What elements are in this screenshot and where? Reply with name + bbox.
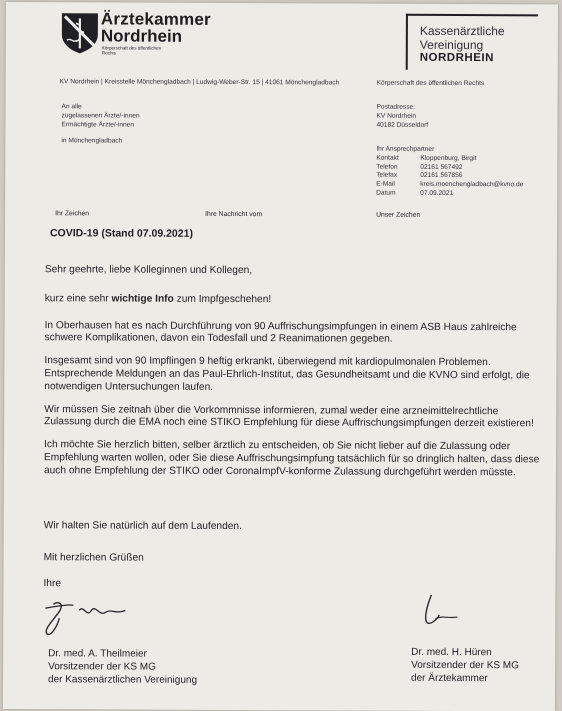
- salutation: Sehr geehrte, liebe Kolleginnen und Kollegen,: [44, 264, 253, 277]
- recipient-line: in Mönchengladbach: [61, 137, 123, 145]
- signer-name: Dr. med. H. Hüren: [411, 646, 492, 659]
- postal-line: 40182 Düsseldorf: [376, 121, 429, 129]
- intro-text: kurz eine sehr: [44, 292, 112, 305]
- sender-address-line: KV Nordrhein | Kreisstelle Mönchengladbach | Ludwig-Weber-Str. 15 | 41061 Mönchengladbach: [59, 78, 340, 87]
- legal-status-note: Körperschaft des öffentlichen Rechts: [376, 79, 485, 88]
- signature-left: [39, 596, 149, 641]
- contact-email: kreis.moenchengladbach@kvno.de: [420, 180, 524, 189]
- letter-page: [3, 2, 558, 711]
- org-name-line2: Nordrhein: [100, 26, 183, 46]
- org-subtitle: Körperschaft des öffentlichen Rechts: [101, 45, 162, 56]
- contact-key: E-Mail: [376, 180, 395, 188]
- signer-role: Vorsitzender der KS MG: [411, 659, 519, 672]
- paragraph: Wir müssen Sie zeitnah über die Vorkommnisse informieren, zumal weder eine arzneimittelrechtliche Zulassung durch die EMA noch eine STIKO Empfehlung für diese Auffrischungsimpfungen derzeit existieren!: [44, 403, 534, 430]
- contact-key: Telefon: [376, 163, 398, 171]
- intro-text-end: zum Impfgeschehen!: [173, 293, 272, 305]
- contact-row: [376, 190, 523, 199]
- contact-block: [376, 146, 523, 199]
- closing-line: Wir halten Sie natürlich auf dem Laufenden.: [43, 520, 242, 533]
- letter-body: [44, 264, 543, 490]
- org-name-line1: Ärztekammer: [100, 9, 211, 29]
- contact-key: Telefax: [376, 172, 398, 180]
- letter-subject: COVID-19 (Stand 07.09.2021): [49, 227, 194, 240]
- signer-role: Vorsitzender der KS MG: [48, 661, 156, 673]
- postal-address: [376, 104, 428, 131]
- signer-name: Dr. med. A. Theilmeier: [48, 648, 147, 660]
- ref-ihr-zeichen: Ihr Zeichen: [55, 210, 90, 218]
- contact-value: 02161 567856: [420, 172, 463, 180]
- kv-name-line2: Vereinigung: [419, 37, 484, 53]
- contact-date: 07.09.2021: [420, 189, 454, 197]
- contact-key: Kontakt: [376, 154, 399, 162]
- intro-line: [45, 293, 543, 308]
- paragraph: Ich möchte Sie herzlich bitten, selber ärztlich zu entscheiden, ob Sie nicht lieber auf die Zulassung oder Empfehlung warten wollen, oder Sie diese Auffrischungsimpfung tatsächlich für so dringlich halten, dass diese auch ohne Empfehlung der STIKO oder CoronaImpfV-konforme Zulassung durchgeführt werden müsste.: [43, 439, 540, 478]
- contact-table: [376, 154, 523, 199]
- ihre: Ihre: [43, 578, 62, 590]
- contact-heading: Ihr Ansprechpartner: [376, 145, 435, 153]
- contact-value: 02161 567492: [420, 163, 463, 171]
- postal-label: Postadresse:: [376, 103, 416, 111]
- signature-right: [413, 589, 473, 634]
- signer-role: der Kassenärztlichen Vereinigung: [48, 674, 198, 687]
- kv-name-line3: NORDRHEIN: [419, 51, 494, 65]
- recipient-line: Ermächtigte Ärzte/-innen: [61, 120, 135, 129]
- ref-ihre-nachricht: Ihre Nachricht vom: [205, 210, 263, 219]
- postal-line: KV Nordrhein: [376, 112, 417, 120]
- contact-row: [376, 154, 523, 163]
- contact-value: Kloppenburg, Birgit: [420, 154, 477, 162]
- aerztekammer-seal-icon: [58, 10, 102, 54]
- greeting: Mit herzlichen Grüßen: [43, 552, 144, 564]
- ref-unser-zeichen: Unser Zeichen: [376, 211, 421, 219]
- contact-key: Datum: [376, 189, 396, 197]
- signer-role: der Ärztekammer: [411, 673, 488, 685]
- paragraph: Insgesamt sind von 90 Impflingen 9 heftig erkrankt, überwiegend mit kardiopulmonalen Problemen. Entsprechende Meldungen an das Paul-Ehrlich-Institut, das Gesundheitsamt und die KVNO sind erfolgt, die notwendigen Untersuchungen laufen.: [44, 355, 530, 393]
- recipient-block: [61, 103, 139, 147]
- kv-name-line1: Kassenärztliche: [419, 23, 505, 39]
- recipient-line: zugelassenen Ärzte/-innen: [61, 112, 140, 120]
- signer-right: [411, 646, 519, 686]
- recipient-line: An alle: [61, 103, 82, 111]
- intro-emphasis: wichtige Info: [111, 293, 174, 305]
- signer-left: [48, 647, 197, 687]
- paragraph: In Oberhausen hat es nach Durchführung von 90 Auffrischungsimpfungen in einem ASB Haus zahlreiche schwere Komplikationen, davon ein Todesfall und 2 Reanimationen gegeben.: [44, 319, 517, 346]
